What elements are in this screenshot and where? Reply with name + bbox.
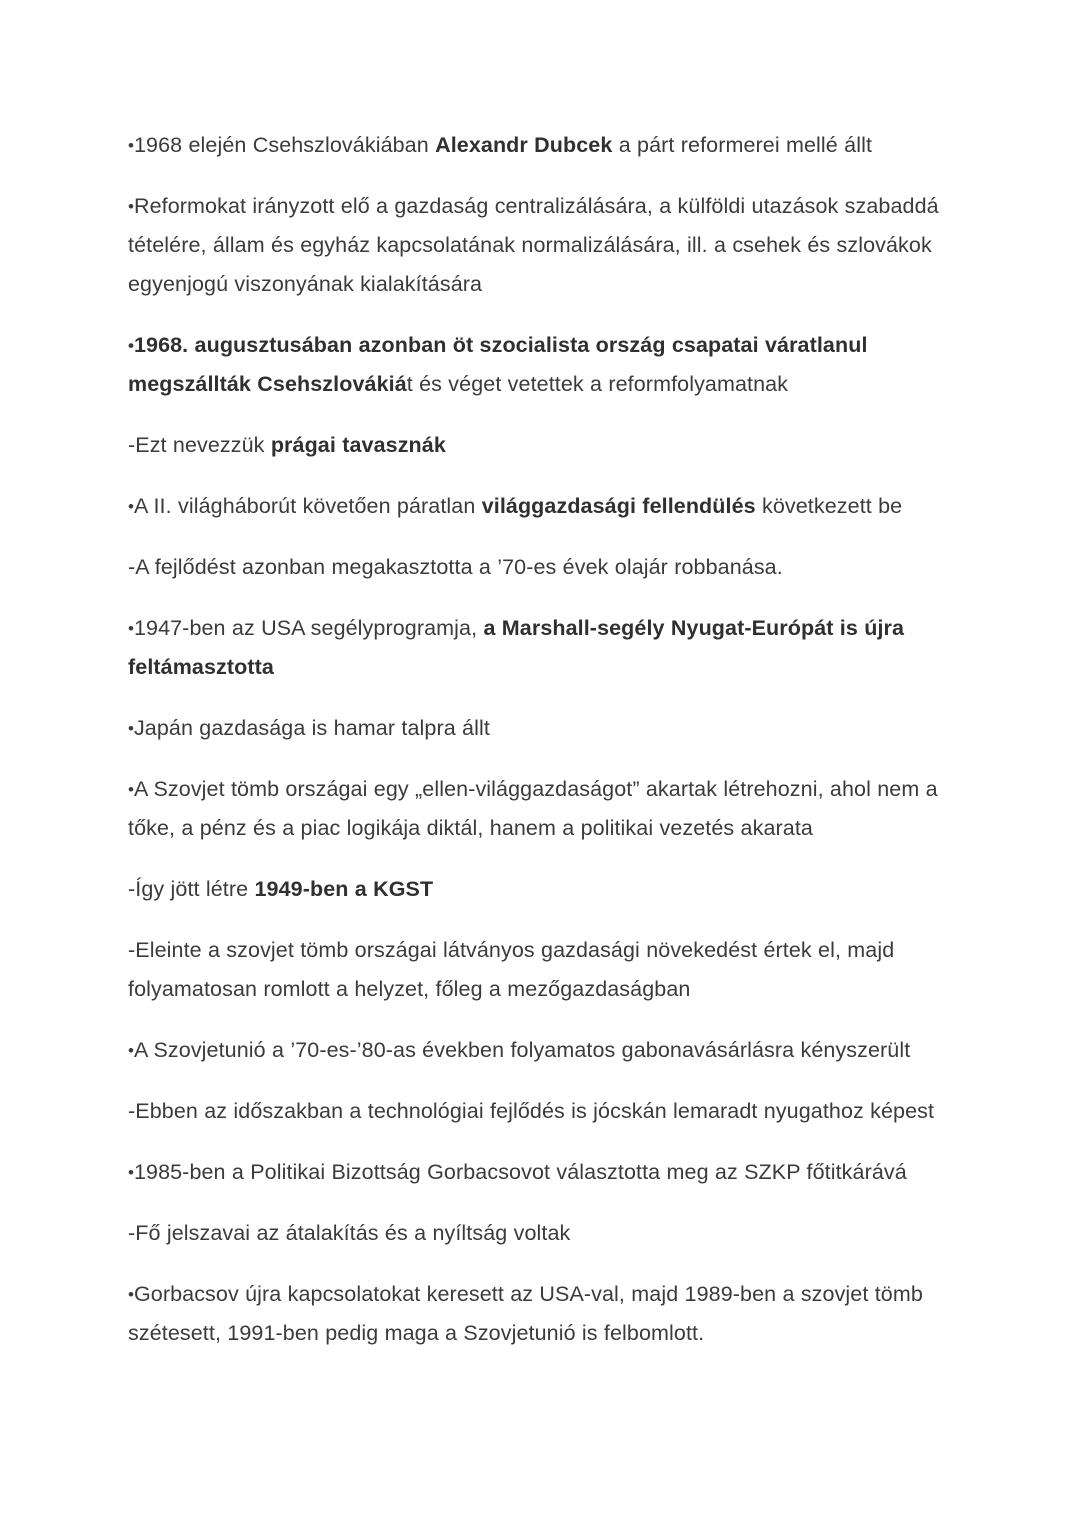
document-body [128, 126, 954, 1353]
text-run-bold: prágai tavasznák [270, 433, 446, 457]
text-run: A Szovjetunió a ’70-es-’80-as években folyamatos gabonavásárlásra kényszerült [133, 1038, 911, 1062]
text-run-bold: Alexandr Dubcek [435, 133, 613, 157]
paragraph [128, 1275, 954, 1353]
dash-marker: - [128, 555, 136, 579]
bullet-marker: • [128, 136, 134, 155]
text-run: a párt reformerei mellé állt [612, 133, 873, 157]
paragraph [128, 187, 954, 304]
dash-marker: - [128, 1221, 136, 1245]
paragraph [128, 870, 954, 909]
text-run: Japán gazdasága is hamar talpra állt [133, 716, 490, 740]
bullet-marker: • [128, 719, 134, 738]
text-run: A Szovjet tömb országai egy „ellen-világgazdaságot” akartak létrehozni, ahol nem a tőke, a pénz és a piac logikája diktál, hanem a politikai vezetés akarata [128, 777, 938, 840]
paragraph [128, 487, 954, 526]
text-run: 1985-ben a Politikai Bizottság Gorbacsovot választotta meg az SZKP főtitkárává [133, 1160, 907, 1184]
paragraph [128, 426, 954, 465]
bullet-marker: • [128, 1285, 134, 1304]
paragraph [128, 1031, 954, 1070]
paragraph [128, 931, 954, 1009]
text-run: t és véget vetettek a reformfolyamatnak [406, 372, 789, 396]
text-run: 1947-ben az USA segélyprogramja, [133, 616, 484, 640]
bullet-marker: • [128, 1163, 134, 1182]
dash-marker: - [128, 1099, 136, 1123]
text-run-bold: a Marshall-segély Nyugat-Európát is újra feltámasztotta [128, 616, 905, 679]
paragraph [128, 126, 954, 165]
bullet-marker: • [128, 619, 134, 638]
bullet-marker: • [128, 197, 134, 216]
text-run: Eleinte a szovjet tömb országai látványos gazdasági növekedést értek el, majd folyamatosan romlott a helyzet, főleg a mezőgazdaságban [128, 938, 895, 1001]
bullet-marker: • [128, 780, 134, 799]
paragraph [128, 326, 954, 404]
text-run-bold: 1949-ben a KGST [254, 877, 434, 901]
dash-marker: - [128, 938, 136, 962]
paragraph [128, 609, 954, 687]
text-run: A II. világháborút követően páratlan [133, 494, 482, 518]
paragraph [128, 1153, 954, 1192]
text-run: következett be [755, 494, 903, 518]
dash-marker: - [128, 433, 136, 457]
text-run: 1968 elején Csehszlovákiában [133, 133, 436, 157]
text-run: Ezt nevezzük [135, 433, 271, 457]
text-run: A fejlődést azonban megakasztotta a ’70-es évek olajár robbanása. [135, 555, 783, 579]
text-run: Gorbacsov újra kapcsolatokat keresett az USA-val, majd 1989-ben a szovjet tömb szétesett, 1991-ben pedig maga a Szovjetunió is felbomlott. [128, 1282, 923, 1345]
paragraph [128, 1214, 954, 1253]
text-run: Ebben az időszakban a technológiai fejlődés is jócskán lemaradt nyugathoz képest [135, 1099, 935, 1123]
paragraph [128, 770, 954, 848]
text-run: Fő jelszavai az átalakítás és a nyíltság voltak [135, 1221, 571, 1245]
bullet-marker: • [128, 497, 134, 516]
bullet-marker: • [128, 1041, 134, 1060]
bullet-marker: • [128, 336, 134, 355]
paragraph [128, 709, 954, 748]
text-run-bold: világgazdasági fellendülés [481, 494, 756, 518]
text-run: Reformokat irányzott elő a gazdaság centralizálására, a külföldi utazások szabaddá tételére, állam és egyház kapcsolatának normalizálására, ill. a csehek és szlovákok egyenjogú viszonyának kialakítására [128, 194, 939, 296]
paragraph [128, 548, 954, 587]
paragraph [128, 1092, 954, 1131]
dash-marker: - [128, 877, 136, 901]
text-run-bold: 1968. augusztusában azonban öt szocialista ország csapatai váratlanul megszállták Csehszlovákiá [128, 333, 868, 396]
text-run: Így jött létre [135, 877, 255, 901]
